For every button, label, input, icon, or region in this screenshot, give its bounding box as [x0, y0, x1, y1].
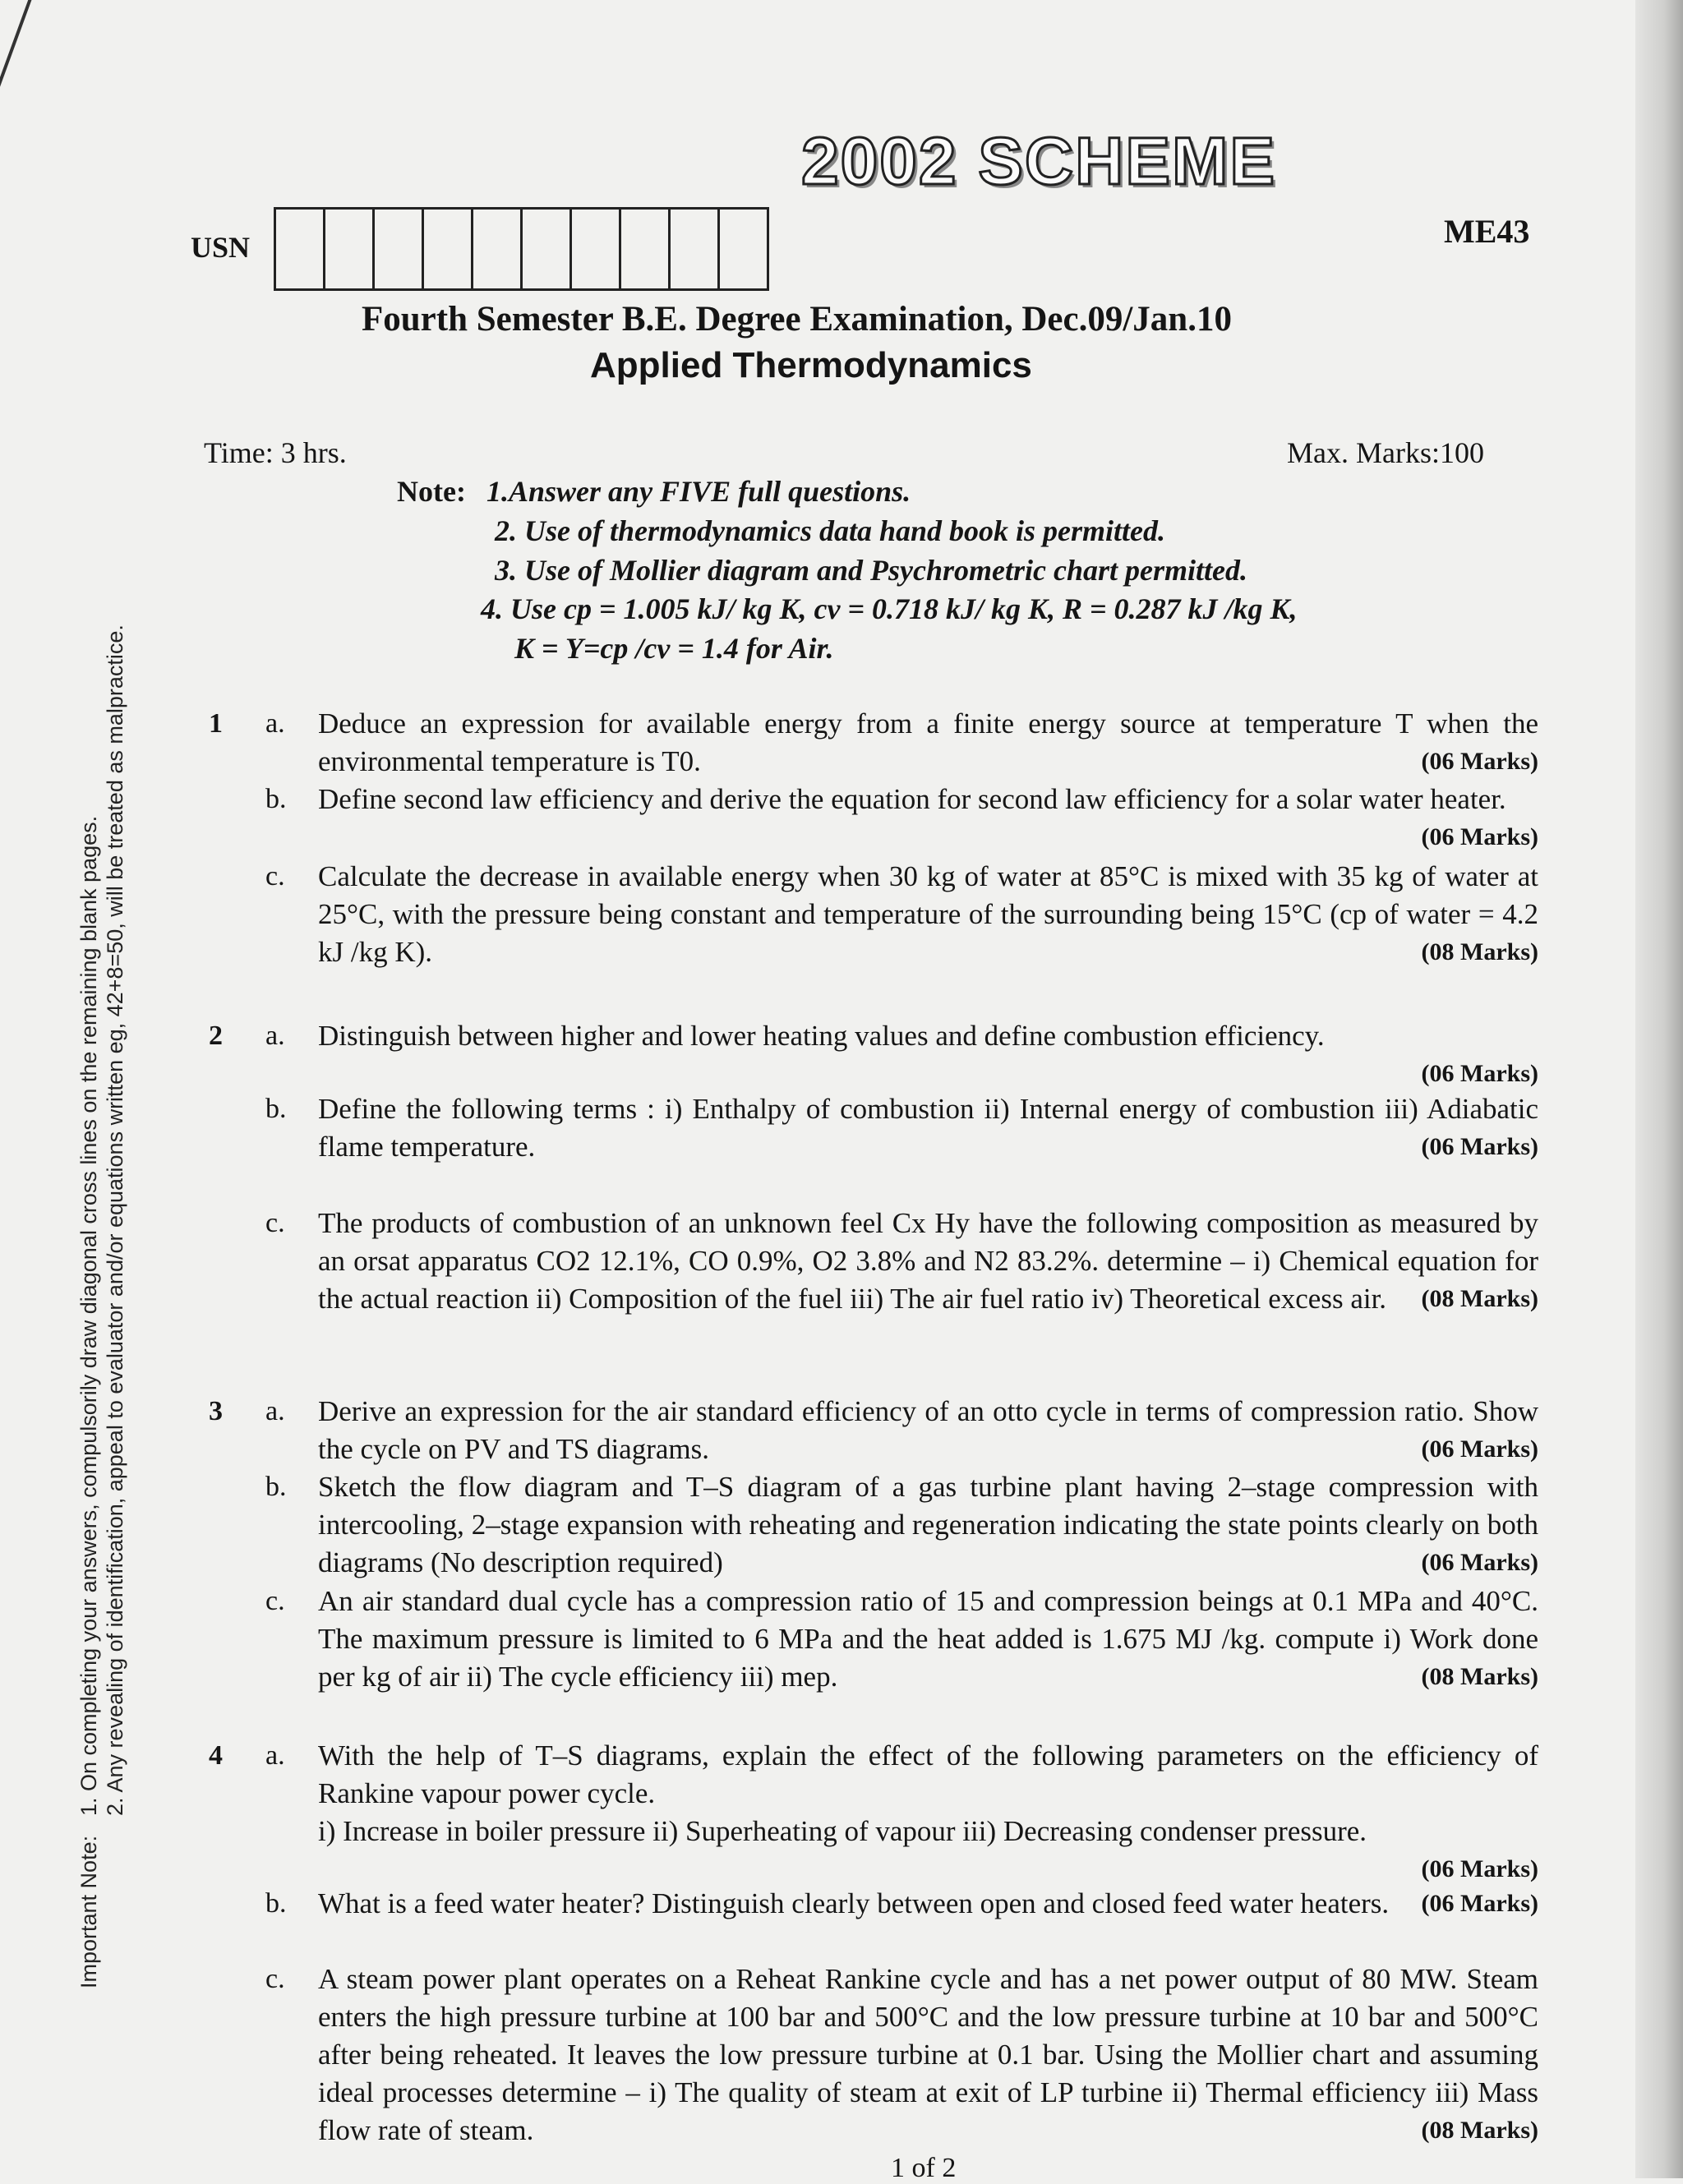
important-note-line-1: 1. On completing your answers, compulsorily draw diagonal cross lines on the remaining blank pages.: [76, 815, 101, 1816]
question-text: Define the following terms : i) Enthalpy of combustion ii) Internal energy of combustion iii) Adiabatic flame temperature. (06 Marks): [318, 1090, 1538, 1166]
question-number: 4: [209, 1740, 223, 1771]
part-letter: c.: [265, 1586, 285, 1616]
question-text: Define second law efficiency and derive the equation for second law efficiency for a solar water heater. (06 Marks): [318, 781, 1538, 856]
marks: (08 Marks): [1421, 1663, 1538, 1690]
note-2: 2. Use of thermodynamics data hand book is permitted.: [495, 514, 1166, 547]
scheme-badge: 2002 SCHEME: [801, 124, 1277, 199]
marks: (06 Marks): [1421, 1060, 1538, 1087]
question-number: 3: [209, 1396, 223, 1426]
part-letter: b.: [265, 784, 287, 814]
usn-label: USN: [191, 231, 251, 264]
usn-box: [375, 210, 424, 288]
part-letter: a.: [265, 708, 285, 739]
question-text: Derive an expression for the air standard efficiency of an otto cycle in terms of compression ratio. Show the cycle on PV and TS diagrams. (06 Marks): [318, 1393, 1538, 1468]
note-3: 3. Use of Mollier diagram and Psychrometric chart permitted.: [495, 554, 1247, 587]
part-letter: b.: [265, 1888, 287, 1919]
note-1: 1.Answer any FIVE full questions.: [486, 475, 911, 508]
question-text: Calculate the decrease in available energy when 30 kg of water at 85°C is mixed with 35 kg of water at 25°C, with the pressure being constant and temperature of the surrounding being 15°C (cp of water = 4.2 kJ /kg K). (08 Marks): [318, 858, 1538, 971]
part-letter: b.: [265, 1472, 287, 1502]
note-4: 4. Use cp = 1.005 kJ/ kg K, cv = 0.718 kJ/ kg K, R = 0.287 kJ /kg K,: [481, 592, 1298, 625]
question-subparts: i) Increase in boiler pressure ii) Superheating of vapour iii) Decreasing condenser pressure.: [318, 1815, 1367, 1847]
exam-title: Fourth Semester B.E. Degree Examination, Dec.09/Jan.10: [362, 300, 1232, 339]
usn-box: [424, 210, 473, 288]
usn-box: [572, 210, 621, 288]
part-letter: a.: [265, 1021, 285, 1051]
question-text: Distinguish between higher and lower heating values and define combustion efficiency. (06 Marks): [318, 1017, 1538, 1093]
usn-box: [671, 210, 720, 288]
exam-duration: Time: 3 hrs.: [204, 436, 347, 469]
subject-title: Applied Thermodynamics: [590, 345, 1032, 385]
marks: (06 Marks): [1421, 1855, 1538, 1882]
note-5: K = Y=cp /cv = 1.4 for Air.: [514, 632, 834, 665]
page-edge-shadow: [1635, 0, 1683, 2178]
marks: (08 Marks): [1421, 1285, 1538, 1312]
paper-corner-fold: [0, 0, 58, 107]
part-letter: c.: [265, 1208, 285, 1238]
usn-box: [325, 210, 375, 288]
subject-code: ME43: [1444, 213, 1530, 250]
marks: (06 Marks): [1421, 823, 1538, 850]
question-text: An air standard dual cycle has a compression ratio of 15 and compression beings at 0.1 MPa and 40°C. The maximum pressure is limited to 6 MPa and the heat added is 1.675 MJ /kg. compute i) Work done per kg of air ii) The cycle efficiency iii) mep. (08 Marks): [318, 1583, 1538, 1696]
part-letter: c.: [265, 1964, 285, 1994]
part-letter: c.: [265, 861, 285, 892]
usn-box: [523, 210, 572, 288]
usn-box: [276, 210, 325, 288]
max-marks: Max. Marks:100: [1287, 436, 1484, 469]
part-letter: b.: [265, 1094, 287, 1124]
part-letter: a.: [265, 1396, 285, 1426]
important-note-title: Important Note:: [76, 1835, 101, 1988]
part-letter: a.: [265, 1740, 285, 1771]
question-text: With the help of T–S diagrams, explain the effect of the following parameters on the efficiency of Rankine vapour power cycle. i) Increase in boiler pressure ii) Superheating of vapour iii) Decreasing condenser pressure. (06 Marks): [318, 1737, 1538, 1888]
usn-boxes: [274, 207, 769, 291]
marks: (06 Marks): [1421, 1435, 1538, 1463]
marks: (08 Marks): [1421, 2117, 1538, 2144]
question-number: 2: [209, 1021, 223, 1051]
page-number: 1 of 2: [891, 2153, 957, 2183]
marks: (06 Marks): [1421, 1133, 1538, 1160]
question-text: The products of combustion of an unknown feel Cx Hy have the following composition as measured by an orsat apparatus CO2 12.1%, CO 0.9%, O2 3.8% and N2 83.2%. determine – i) Chemical equation for the actual reaction ii) Composition of the fuel iii) The air fuel ratio iv) Theoretical excess air. (08 Marks): [318, 1205, 1538, 1318]
marks: (06 Marks): [1421, 1890, 1538, 1917]
marks: (06 Marks): [1421, 748, 1538, 775]
note-label: Note:: [397, 475, 466, 508]
marks: (08 Marks): [1421, 938, 1538, 965]
question-text: Sketch the flow diagram and T–S diagram of a gas turbine plant having 2–stage compression with intercooling, 2–stage expansion with reheating and regeneration indicating the state points clearly on both diagrams (No description required) (06 Marks): [318, 1468, 1538, 1582]
marks: (06 Marks): [1421, 1549, 1538, 1576]
question-text: A steam power plant operates on a Reheat Rankine cycle and has a net power output of 80 MW. Steam enters the high pressure turbine at 100 bar and 500°C and the low pressure turbine at 10 bar and 500°C after being reheated. It leaves the low pressure turbine at 0.1 bar. Using the Mollier chart and assuming ideal processes determine – i) The quality of steam at exit of LP turbine ii) Thermal efficiency iii) Mass flow rate of steam. (08 Marks): [318, 1961, 1538, 2149]
usn-box: [720, 210, 769, 288]
question-number: 1: [209, 708, 223, 739]
question-text: Deduce an expression for available energy from a finite energy source at temperature T when the environmental temperature is T0. (06 Marks): [318, 705, 1538, 781]
question-text: What is a feed water heater? Distinguish clearly between open and closed feed water heaters. (06 Marks): [318, 1885, 1538, 1923]
usn-box: [621, 210, 671, 288]
important-note-line-2: 2. Any revealing of identification, appeal to evaluator and/or equations written eg, 42+8=50, will be treated as malpractice.: [103, 624, 127, 1816]
usn-box: [473, 210, 523, 288]
